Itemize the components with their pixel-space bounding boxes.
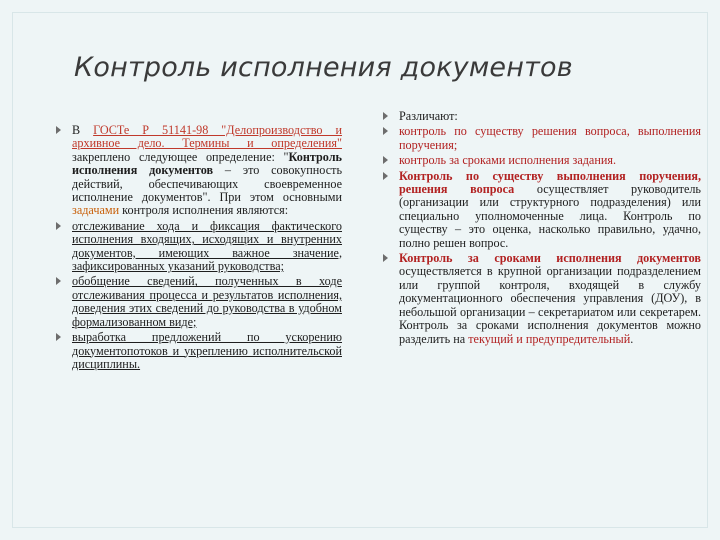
tasks-word: задачами [72,203,120,218]
gost-link[interactable]: ГОСТе Р 51141-98 "Делопроизводство и архивное дело. Термины и определения" [72,123,342,151]
triangle-bullet-icon [383,254,388,262]
triangle-bullet-icon [56,126,61,134]
list-item [383,170,701,250]
task-text: обобщение сведений, полученных в ходе отслеживания процесса и результатов исполнения, доведения этих сведений до руководства в удобном формализованном виде; [72,274,342,329]
list-item [56,220,342,274]
control-kinds: текущий и предупредительный [468,331,631,346]
triangle-bullet-icon [383,127,388,135]
text: контроль по существу решения вопроса, выполнения поручения; [399,124,701,152]
triangle-bullet-icon [56,333,61,341]
text: осуществляется в крупной организации подразделением или группой контроля, входящей в службу документационного обеспечения управления (ДОУ), в небольшой организации – секретариатом или секретарем. Контроль за сроками исполнения документов можно разделить на [399,264,701,346]
list-item [56,275,342,329]
list-item [383,252,701,346]
list-item [383,154,701,167]
term: Контроль за сроками исполнения документов [399,251,701,266]
triangle-bullet-icon [383,156,388,164]
slide-title: Контроль исполнения документов [74,52,573,83]
term: Контроль исполнения документов [72,149,342,178]
list-item [56,124,342,218]
triangle-bullet-icon [383,112,388,120]
text: закреплено следующее определение: " [72,149,289,164]
left-column [56,124,342,371]
text: контроля исполнения являются: [119,203,289,218]
text: контроль за сроками исполнения задания. [399,153,617,168]
task-text: выработка предложений по ускорению документопотоков и укреплению исполнительской дисциплины. [72,330,342,371]
text: Различают: [399,109,458,123]
list-item [56,331,342,371]
triangle-bullet-icon [383,172,388,180]
list-item [383,110,701,123]
text: – это совокупность действий, обеспечивающих своевременное исполнение документов". При этом основными [72,163,342,205]
text: . [630,331,634,346]
triangle-bullet-icon [56,222,61,230]
triangle-bullet-icon [56,277,61,285]
task-text: отслеживание хода и фиксация фактического исполнения входящих, исходящих и внутренних документов, имеющих важное значение, зафиксированных указаний руководства; [72,218,342,274]
right-column [383,110,701,346]
list-item [383,125,701,152]
text: В [72,123,94,137]
text: осуществляет руководитель (организации или структурного подразделения) или специально уполномоченные лица. Контроль по существу – это оценка, насколько правильно, удачно, полно решен вопрос. [399,182,701,250]
term: Контроль по существу выполнения поручения, решения вопроса [399,168,701,197]
